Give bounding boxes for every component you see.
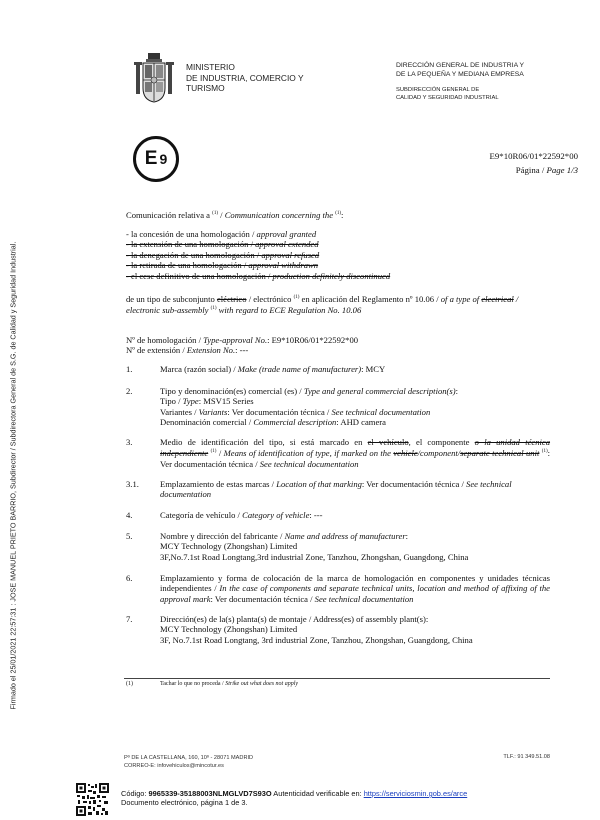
e-mark (133, 136, 179, 182)
item-5-manufacturer: Nombre y dirección del fabricante / Name and address of manufacturer: MCY Technology (Zhongshan) Limited 3F,No.7.1st Road Longtang,3rd industrial Zone, Tanzhou, Zhongshan, Guangdong, China (160, 531, 469, 562)
approval-number: Nº de homologación / Type-approval No.: E9*10R06/01*22592*00 (126, 335, 359, 345)
verification-line: Código: 9965339-35188003NLMGLVD7S93O Autenticidad verificable en: https://serviciosmin.gob.es/arce (121, 789, 468, 798)
e-mark-letter: E (144, 148, 158, 169)
option-refused: - la denegación de una homologación / approval refused (126, 249, 320, 260)
option-withdrawn: - la retirada de una homologación / approval withdrawn (126, 260, 319, 271)
item-3-identification: Medio de identificación del tipo, si está marcado en el vehículo, el componente o la unidad técnica independiente $^{(1)}$ / Means of identification of type, if marked on the vehicle/component/separate technical unit $^{(1)}$: Ver documentación técnica / See technical documentation (160, 437, 551, 469)
option-granted: - la concesión de una homologación / approval granted (126, 229, 317, 239)
signature-side-text: Firmado el 25/01/2021 22:57:31 : JOSE MANUEL PRIETO BARRIO, Subdirector / Subdirectora General de S.G. de Calidad y Seguridad Industrial. (8, 241, 18, 710)
electronic-document-note: Documento electrónico, página 1 de 3. (121, 798, 248, 807)
verification-code: 9965339-35188003NLMGLVD7S93O (148, 789, 272, 798)
footnote-divider (124, 678, 550, 679)
subdirection-name: SUBDIRECCIÓN GENERAL DE CALIDAD Y SEGURIDAD INDUSTRIAL (396, 87, 499, 101)
page-indicator: Página / Page 1/3 (515, 165, 578, 175)
footnote-number: (1) (126, 681, 133, 687)
item-1-make: Marca (razón social) / Make (trade name of manufacturer): MCY (160, 364, 386, 374)
scope-text: de un tipo de subconjunto eléctrico / electrónico $^{(1)}$ en aplicación del Reglamento nº 10.06 / of a type of electrical / electronic sub-assembly $^{(1)}$ with regard to ECE Regulation No. 10.06 (126, 293, 519, 316)
item-3-1-number: 3.1. (126, 479, 139, 489)
approval-options (126, 229, 390, 281)
option-discontinued: - el cese definitivo de una homologación / production definitely discontinued (126, 270, 391, 281)
item-3-1-location: Emplazamiento de estas marcas / Location of that marking: Ver documentación técnica / See technical documentation (160, 479, 512, 500)
item-4-category: Categoría de vehículo / Category of vehicle: --- (160, 510, 323, 520)
item-7-assembly-plants: Dirección(es) de la(s) planta(s) de montaje / Address(es) of assembly plant(s): MCY Technology (Zhongshan) Limited 3F, No.7.1st Road Longtang, 3rd industrial Zone, Tanzhou, Zhongshan, Guangdong, China (160, 614, 473, 645)
item-6-number: 6. (126, 573, 133, 583)
e-mark-number: 9 (159, 151, 168, 167)
qr-code-icon (76, 783, 109, 816)
direction-name: DIRECCIÓN GENERAL DE INDUSTRIA Y DE LA PEQUEÑA Y MEDIANA EMPRESA (396, 62, 525, 78)
item-5-number: 5. (126, 531, 133, 541)
ministry-address: Pº DE LA CASTELLANA, 160, 10º - 28071 MADRID CORREO-E: infovehiculos@mincotur.es (124, 755, 254, 769)
item-4-number: 4. (126, 510, 133, 520)
item-3-number: 3. (126, 437, 133, 447)
extension-number: Nº de extensión / Extension No.: --- (126, 345, 249, 355)
item-2-number: 2. (126, 386, 133, 396)
reference-number: E9*10R06/01*22592*00 (489, 151, 578, 161)
coat-of-arms-icon (132, 52, 176, 108)
ministry-name: MINISTERIO DE INDUSTRIA, COMERCIO Y TURISMO (186, 62, 304, 93)
footnote-text: Tachar lo que no proceda / Strike out what does not apply (160, 681, 299, 687)
item-1-number: 1. (126, 364, 133, 374)
item-2-type: Tipo y denominación(es) comercial (es) / Type and general commercial description(s): Tipo / Type: MSV15 Series Variantes / Variants: Ver documentación técnica / See technical documentation Denominación comercial / Commercial description: AHD camera (160, 386, 459, 428)
item-7-number: 7. (126, 614, 133, 624)
communication-heading: Comunicación relativa a $^{(1)}$ / Communication concerning the $^{(1)}$: (126, 209, 344, 220)
item-6-mark-location: Emplazamiento y forma de colocación de la marca de homologación en componentes y unidades técnicas independientes / In the case of components and separate technical units, location and method of affixing of the approval mark: Ver documentación técnica / See technical documentation (160, 573, 550, 604)
verification-link[interactable]: https://serviciosmin.gob.es/arce (363, 789, 468, 798)
ministry-phone: TLF.: 91 349.51.08 (503, 754, 550, 760)
option-extended: - la extensión de una homologación / approval extended (126, 239, 319, 250)
